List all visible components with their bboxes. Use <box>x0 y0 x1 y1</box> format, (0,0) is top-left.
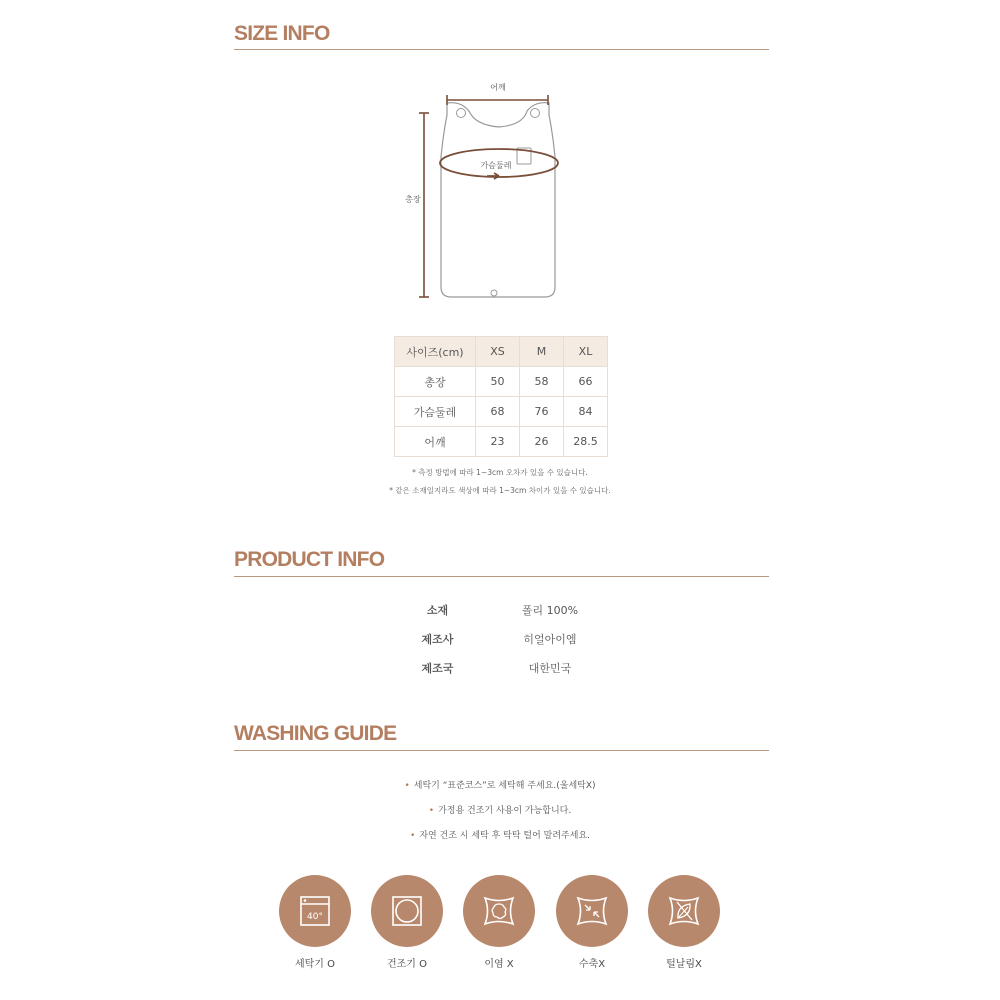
bullet-icon: • <box>404 781 410 791</box>
table-row <box>395 367 608 397</box>
washing-instruction-text: 세탁기 “표준코스”로 세탁해 주세요.(울세탁X) <box>413 781 596 791</box>
washing-guide-title: WASHING GUIDE <box>234 722 397 745</box>
table-cell: 84 <box>564 397 608 427</box>
bullet-icon: • <box>428 806 435 816</box>
table-cell: 가슴둘레 <box>395 397 476 427</box>
shedding-icon <box>648 875 720 947</box>
manufacturer-row <box>380 631 620 649</box>
care-item-washing <box>279 875 351 970</box>
product-info-title: PRODUCT INFO <box>234 548 385 571</box>
care-label: 수축X <box>578 959 606 970</box>
table-cell: 어깨 <box>395 427 476 457</box>
care-item-shedding <box>648 875 720 970</box>
product-info-divider <box>234 576 769 577</box>
table-row <box>395 397 608 427</box>
table-cell: 68 <box>476 397 520 427</box>
washing-instruction-text: 자연 건조 시 세탁 후 탁탁 털어 말려주세요. <box>419 831 590 841</box>
table-header-cell: 사이즈(cm) <box>395 337 476 367</box>
shoulder-label: 어깨 <box>490 83 506 92</box>
care-label: 이염 X <box>484 959 514 970</box>
table-cell: 23 <box>476 427 520 457</box>
shrink-icon <box>556 875 628 947</box>
table-cell: 66 <box>564 367 608 397</box>
pilling-icon <box>463 875 535 947</box>
table-header-cell: XL <box>564 337 608 367</box>
size-info-title: SIZE INFO <box>234 22 330 45</box>
table-cell: 26 <box>520 427 564 457</box>
color-note: * 같은 소재일지라도 색상에 따라 1~3cm 차이가 있을 수 있습니다. <box>389 486 611 495</box>
chest-label: 가슴둘레 <box>480 161 512 170</box>
tumble-dryer-icon <box>371 875 443 947</box>
sleeveless-garment-icon <box>395 75 575 310</box>
table-row <box>395 427 608 457</box>
care-label: 세탁기 O <box>294 959 336 970</box>
washing-machine-icon <box>279 875 351 947</box>
table-cell: 58 <box>520 367 564 397</box>
table-cell: 76 <box>520 397 564 427</box>
size-table <box>394 336 608 457</box>
care-item-dye <box>463 875 535 970</box>
wash-temperature: 40° <box>307 912 323 922</box>
washing-instruction <box>250 828 750 841</box>
care-item-dryer <box>371 875 443 970</box>
washing-instruction-text: 가정용 건조기 사용이 가능합니다. <box>438 806 572 816</box>
material-label: 소재 <box>426 604 449 617</box>
care-label: 건조기 O <box>386 959 428 970</box>
washing-instruction <box>250 803 750 816</box>
measurement-note: * 측정 방법에 따라 1~3cm 오차가 있을 수 있습니다. <box>412 468 588 477</box>
size-info-divider <box>234 49 769 50</box>
table-header-row <box>395 337 608 367</box>
country-value: 대한민국 <box>528 662 572 675</box>
care-label: 털날림X <box>666 959 702 970</box>
manufacturer-label: 제조사 <box>421 633 454 646</box>
table-cell: 28.5 <box>564 427 608 457</box>
table-cell: 총장 <box>395 367 476 397</box>
country-label: 제조국 <box>421 662 454 675</box>
length-label: 총장 <box>405 195 421 204</box>
care-item-shrink <box>556 875 628 970</box>
bullet-icon: • <box>410 831 416 841</box>
garment-diagram <box>395 75 575 310</box>
washing-instruction <box>250 778 750 791</box>
table-cell: 50 <box>476 367 520 397</box>
country-row <box>380 660 620 678</box>
material-row <box>380 602 620 620</box>
table-header-cell: M <box>520 337 564 367</box>
table-header-cell: XS <box>476 337 520 367</box>
manufacturer-value: 히얼아이엠 <box>523 633 577 646</box>
washing-guide-divider <box>234 750 769 751</box>
material-value: 폴리 100% <box>521 604 579 617</box>
